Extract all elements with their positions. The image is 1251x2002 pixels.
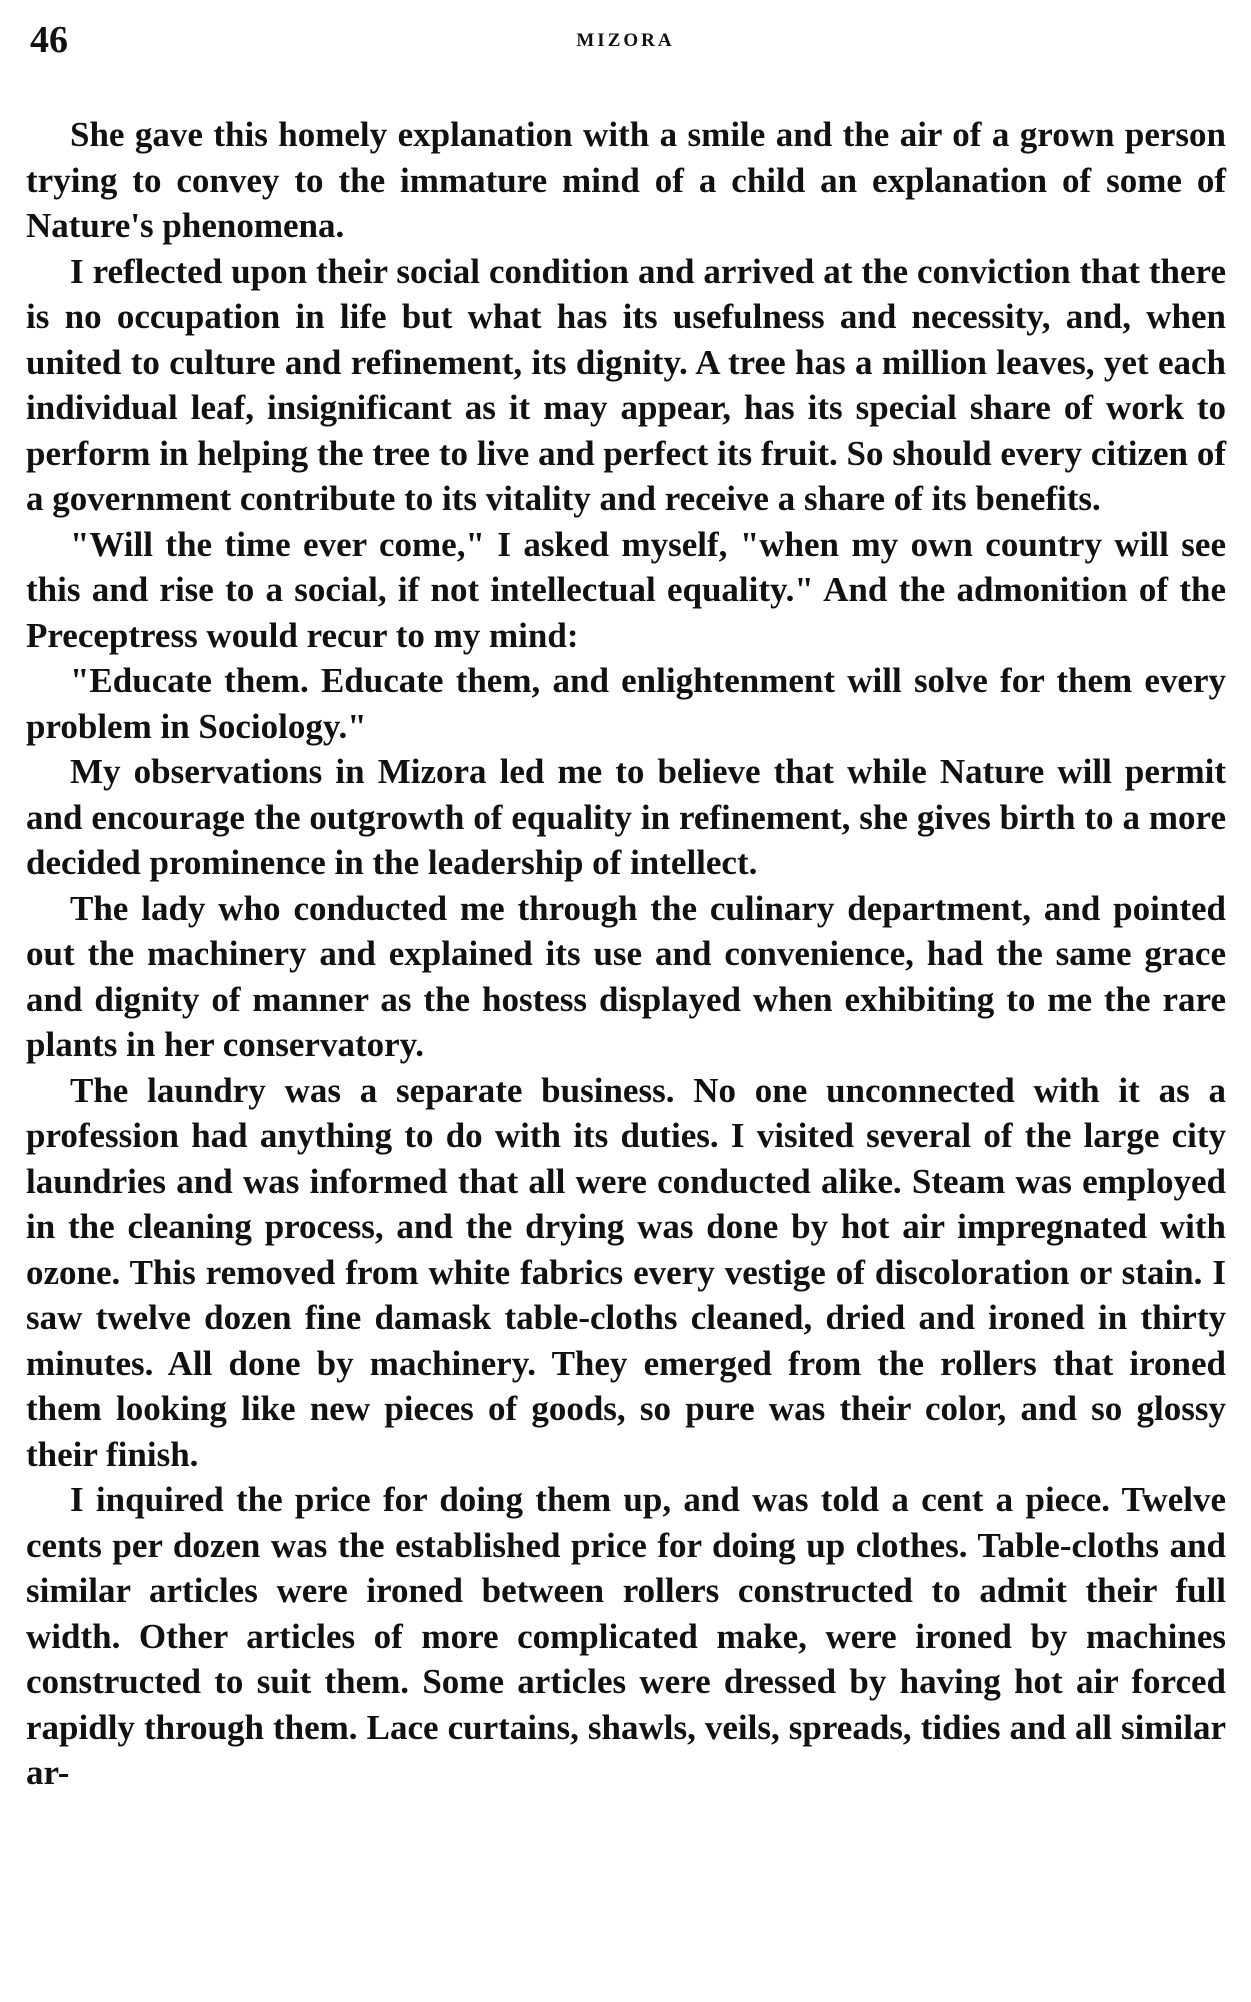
paragraph: She gave this homely explanation with a smile and the air of a grown person trying to convey to the immature mind of a child an explanation of some of Nature's phenomena. (26, 115, 1226, 245)
paragraph: I reflected upon their social condition and arrived at the conviction that there is no occupation in life but what has its usefulness and necessity, and, when united to culture and refinement, its dignity. A tree has a million leaves, yet each individual leaf, insignificant as it may appear, has its special share of work to perform in helping the tree to live and perfect its fruit. So should every citizen of a government contribute to its vitality and receive a share of its benefits. (26, 251, 1226, 518)
page-header (30, 18, 1221, 78)
paragraph: I inquired the price for doing them up, and was told a cent a piece. Twelve cents per dozen was the established price for doing up clothes. Table-cloths and similar articles were ironed between rollers constructed to admit their full width. Other articles of more complicated make, were ironed by machines constructed to suit them. Some articles were dressed by having hot air forced rapidly through them. Lace curtains, shawls, veils, spreads, tidies and all similar ar- (26, 1480, 1226, 1792)
paragraph: "Will the time ever come," I asked myself, "when my own country will see this and rise to a social, if not intellectual equality." And the admonition of the Preceptress would recur to my mind: (26, 524, 1226, 655)
body-text (26, 112, 1226, 1796)
paragraph: The lady who conducted me through the culinary department, and pointed out the machinery and explained its use and convenience, had the same grace and dignity of manner as the hostess displayed when exhibiting to me the rare plants in her conservatory. (26, 888, 1226, 1064)
running-head: MIZORA (576, 30, 675, 51)
paragraph: The laundry was a separate business. No one unconnected with it as a profession had anything to do with its duties. I visited several of the large city laundries and was informed that all were conducted alike. Steam was employed in the cleaning process, and the drying was done by hot air impregnated with ozone. This removed from white fabrics every vestige of discoloration or stain. I saw twelve dozen fine damask table-cloths cleaned, dried and ironed in thirty minutes. All done by machinery. They emerged from the rollers that ironed them looking like new pieces of goods, so pure was their color, and so glossy their finish. (26, 1070, 1226, 1474)
paragraph: My observations in Mizora led me to believe that while Nature will permit and encourage the outgrowth of equality in refinement, she gives birth to a more decided prominence in the leadership of intellect. (26, 752, 1226, 882)
page-number: 46 (30, 19, 68, 61)
paragraph: "Educate them. Educate them, and enlightenment will solve for them every problem in Sociology." (26, 661, 1226, 746)
